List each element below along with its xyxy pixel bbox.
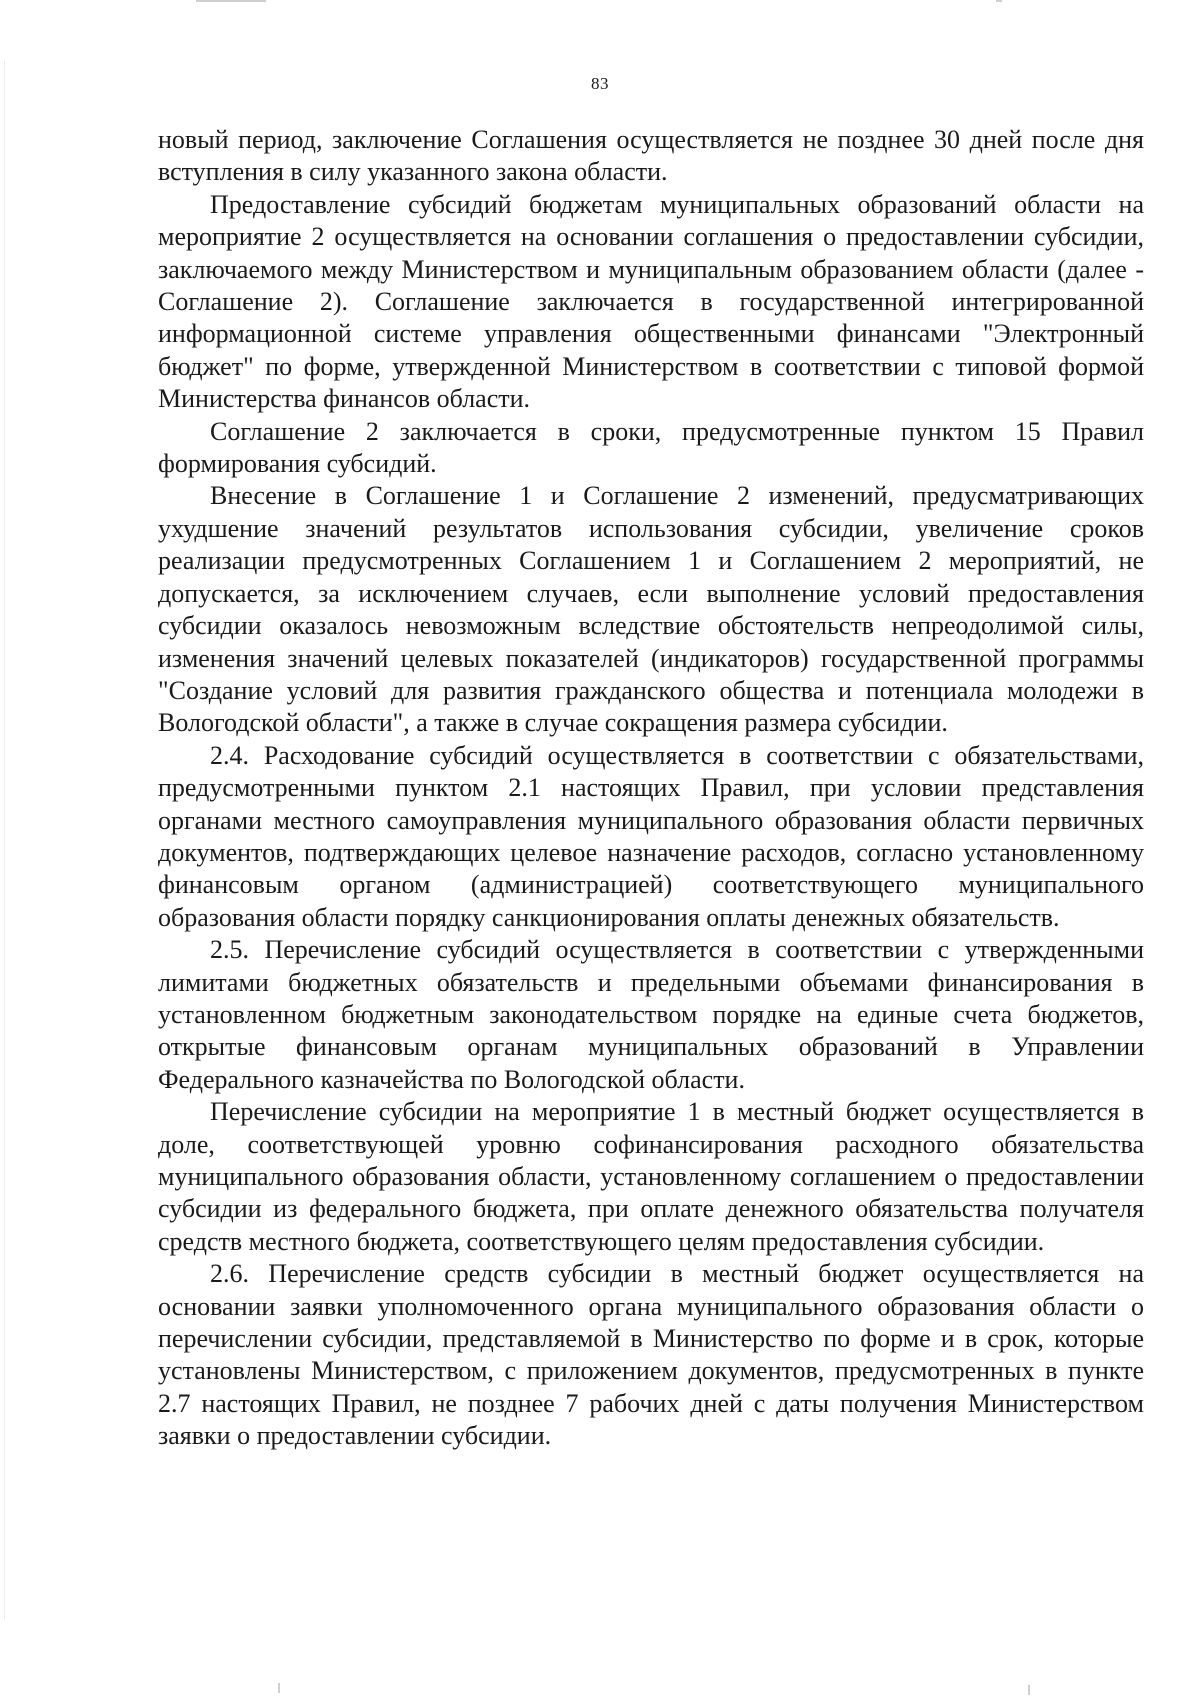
paragraph-continuation: новый период, заключение Соглашения осуществляется не позднее 30 дней после дня вступления в силу указанного закона области. [158, 125, 1144, 187]
scan-edge-shadow [4, 60, 5, 1620]
paragraph-agreement-2: Предоставление субсидий бюджетам муниципальных образований области на мероприятие 2 осуществляется на основании соглашения о предоставлении субсидии, заключаемого между Министерством и муниципальным образованием области (далее - Соглашение 2). Соглашение заключается в государственной интегрированной информационной системе управления общественными финансами "Электронный бюджет" по форме, утвержденной Министерством в соответствии с типовой формой Министерства финансов области. [158, 189, 1144, 414]
document-body [158, 124, 1144, 1453]
scan-artifact-bottom-left [278, 1683, 280, 1693]
scan-artifact-bottom-right [1028, 1685, 1030, 1695]
scan-artifact-top-right [996, 0, 1002, 2]
paragraph-section-2-4: 2.4. Расходование субсидий осуществляется в соответствии с обязательствами, предусмотренными пунктом 2.1 настоящих Правил, при условии представления органами местного самоуправления муниципального образования области первичных документов, подтверждающих целевое назначение расходов, согласно установленному финансовым органом (администрацией) соответствующего муниципального образования области порядку санкционирования оплаты денежных обязательств. [158, 740, 1144, 932]
scan-artifact-top-left [196, 0, 266, 2]
paragraph-section-2-5: 2.5. Перечисление субсидий осуществляется в соответствии с утвержденными лимитами бюджетных обязательств и предельными объемами финансирования в установленном бюджетным законодательством порядке на единые счета бюджетов, открытые финансовым органам муниципальных образований в Управлении Федерального казначейства по Вологодской области. [158, 935, 1144, 1094]
paragraph-amendments: Внесение в Соглашение 1 и Соглашение 2 изменений, предусматривающих ухудшение значений результатов использования субсидии, увеличение сроков реализации предусмотренных Соглашением 1 и Соглашением 2 мероприятий, не допускается, за исключением случаев, если выполнение условий предоставления субсидии оказалось невозможным вследствие обстоятельств непреодолимой силы, изменения значений целевых показателей (индикаторов) государственной программы "Создание условий для развития гражданского общества и потенциала молодежи в Вологодской области", а также в случае сокращения размера субсидии. [158, 481, 1144, 738]
paragraph-transfer-measure-1: Перечисление субсидии на мероприятие 1 в местный бюджет осуществляется в доле, соответствующей уровню софинансирования расходного обязательства муниципального образования области, установленному соглашением о предоставлении субсидии из федерального бюджета, при оплате денежного обязательства получателя средств местного бюджета, соответствующего целям предоставления субсидии. [158, 1097, 1144, 1256]
paragraph-agreement-2-terms: Соглашение 2 заключается в сроки, предусмотренные пунктом 15 Правил формирования субсидий. [158, 416, 1144, 479]
paragraph-section-2-6: 2.6. Перечисление средств субсидии в местный бюджет осуществляется на основании заявки уполномоченного органа муниципального образования области о перечислении субсидии, представляемой в Министерство по форме и в срок, которые установлены Министерством, с приложением документов, предусмотренных в пункте 2.7 настоящих Правил, не позднее 7 рабочих дней с даты получения Министерством заявки о предоставлении субсидии. [158, 1259, 1144, 1451]
page-number: 83 [591, 74, 609, 93]
